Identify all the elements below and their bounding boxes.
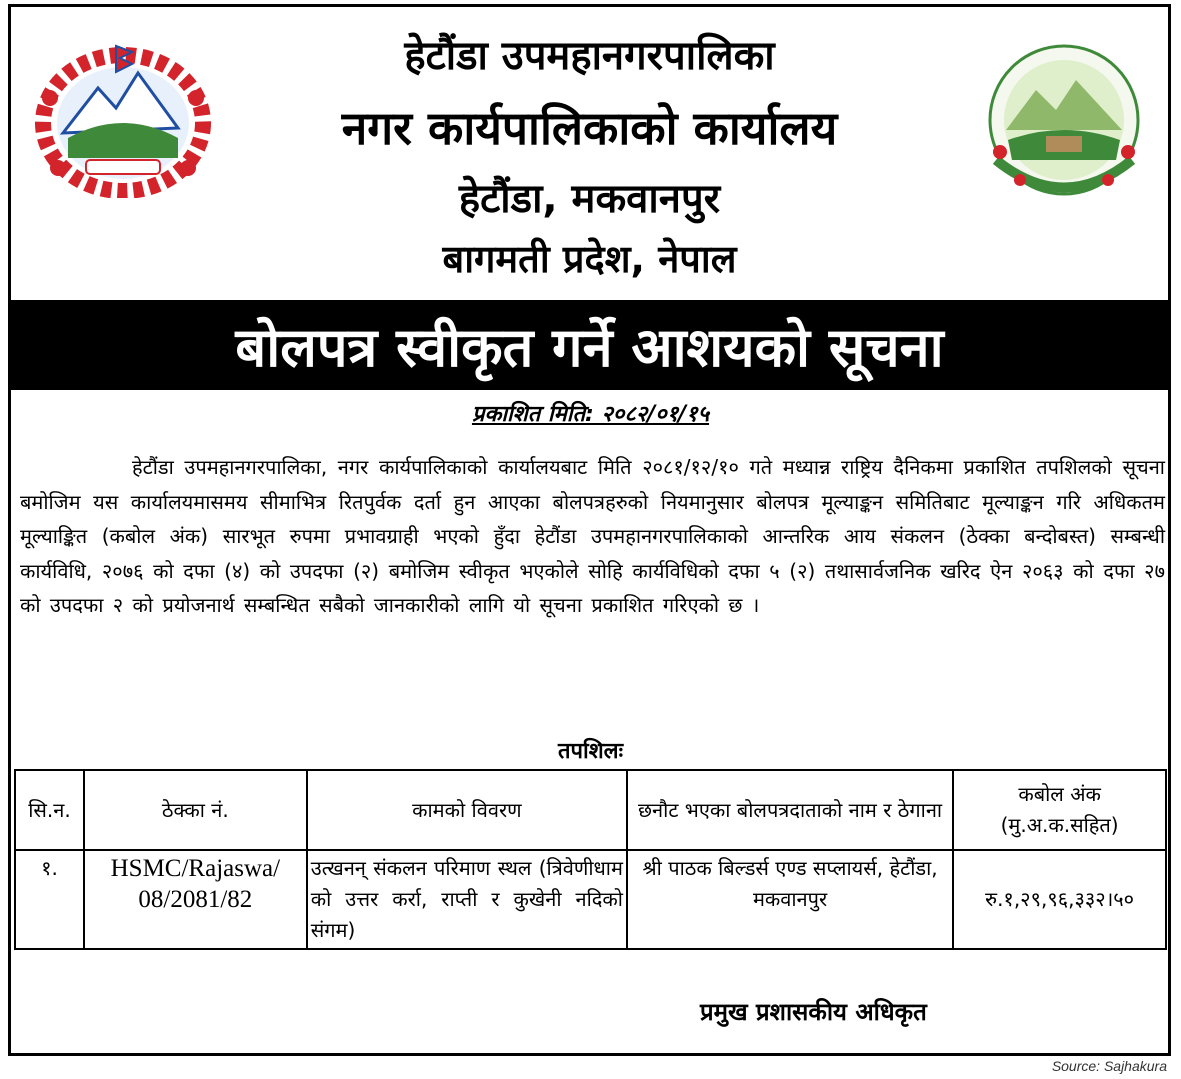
details-heading: तपशिलः: [557, 739, 624, 764]
table-header-row: [15, 770, 1166, 850]
notice-title: बोलपत्र स्वीकृत गर्ने आशयको सूचना: [235, 316, 944, 379]
hetauda-municipality-logo-icon: [976, 40, 1152, 208]
notice-title-bar: [8, 300, 1171, 390]
header-contract-no: ठेक्का नं.: [84, 770, 307, 850]
notice-body: हेटौंडा उपमहानगरपालिका, नगर कार्यपालिकाको कार्यालयबाट मिति २०८१/१२/१० गते मध्यान्न राष्ट्रिय दैनिकमा प्रकाशित तपशिलको सूचना बमोजिम यस कार्यालयमासमय सीमाभित्र रितपुर्वक दर्ता हुन आएका बोलपत्रहरुको नियमानुसार बोलपत्र मूल्याङ्कन समितिबाट मूल्याङ्कन गरि अधिकतम मूल्याङ्कित (कबोल अंक) सारभूत रुपमा प्रभावग्राही भएको हुँदा हेटौंडा उपमहानगरपालिकाको आन्तरिक आय संकलन (ठेक्का बन्दोबस्त) सम्बन्धी कार्यविधि, २०७६ को दफा (४) को उपदफा (२) बमोजिम स्वीकृत भएकोले सोहि कार्यविधिको दफा ५ (२) तथासार्वजनिक खरिद ऐन २०६३ को दफा २७ को उपदफा २ को प्रयोजनार्थ सम्बन्धित सबैको जानकारीको लागि यो सूचना प्रकाशित गरिएको छ ।: [20, 455, 1165, 617]
header-description: कामको विवरण: [307, 770, 627, 850]
header-amount: कबोल अंक (मु.अ.क.सहित): [953, 770, 1166, 850]
row-bidder: श्री पाठक बिल्डर्स एण्ड सप्लायर्स, हेटौंडा, मकवानपुर: [627, 850, 953, 949]
bid-table: [14, 769, 1167, 950]
signatory-title: प्रमुख प्रशासकीय अधिकृत: [700, 998, 927, 1026]
letterhead: [8, 4, 1171, 302]
source-credit: Source: Sajhakura: [1051, 1058, 1167, 1074]
municipality-name: हेटौंडा उपमहानगरपालिका: [404, 33, 775, 79]
published-date-text: प्रकाशित मिति: २०८२/०१/१५: [471, 402, 710, 427]
header-bidder: छनौट भएका बोलपत्रदाताको नाम र ठेगाना: [627, 770, 953, 850]
row-description: उत्खनन् संकलन परिमाण स्थल (त्रिवेणीधाम को उत्तर कर्रा, राप्ती र कुखेनी नदिको संगम): [307, 850, 627, 949]
header-sn: सि.न.: [15, 770, 84, 850]
published-date: [0, 398, 1181, 428]
office-location: हेटौंडा, मकवानपुर: [458, 176, 721, 222]
row-amount: रु.१,२९,९६,३३२।५०: [953, 850, 1166, 949]
office-name: नगर कार्यपालिकाको कार्यालय: [341, 101, 838, 155]
row-contract-no: HSMC/Rajaswa/ 08/2081/82: [84, 850, 307, 949]
table-row: [15, 850, 1166, 949]
province-country: बागमती प्रदेश, नेपाल: [442, 237, 737, 281]
row-sn: १.: [15, 850, 84, 949]
